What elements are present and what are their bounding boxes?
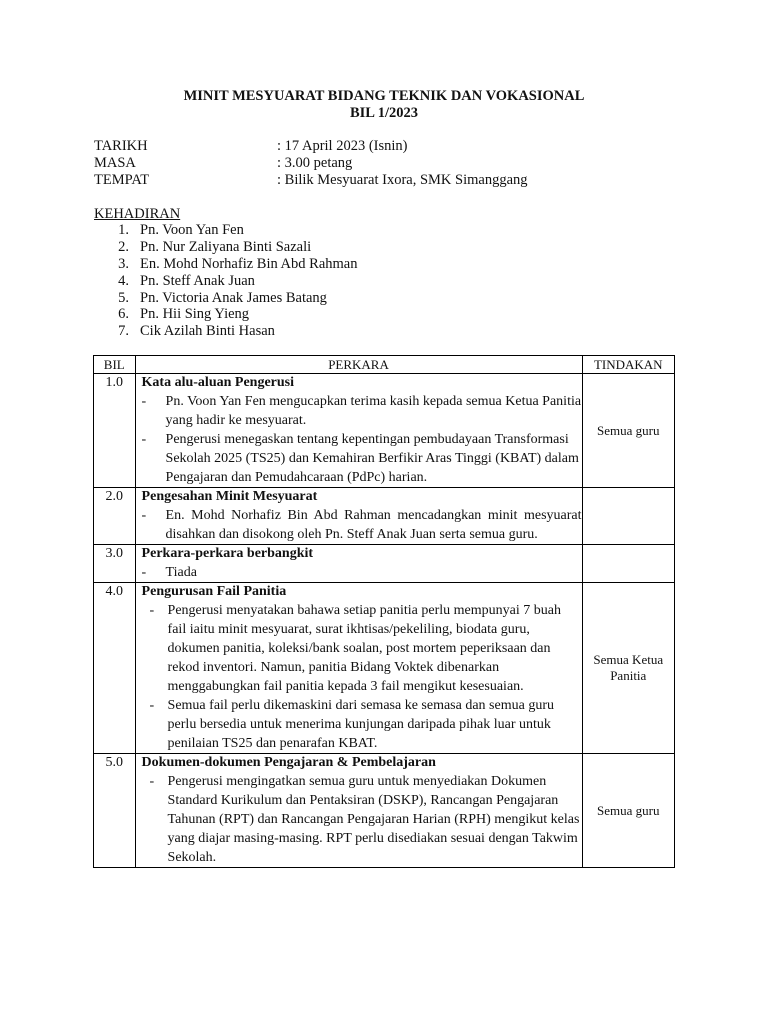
row-bullets bbox=[142, 392, 582, 487]
table-row bbox=[94, 488, 675, 545]
attendance-name: Pn. Hii Sing Yieng bbox=[140, 306, 250, 323]
attendance-number: 6. bbox=[118, 306, 129, 323]
row-tindakan bbox=[582, 545, 674, 583]
bullet-text: Pn. Voon Yan Fen mengucapkan terima kasih kepada semua Ketua Panitia yang hadir ke mesyuarat. bbox=[165, 394, 582, 428]
row-heading: Pengurusan Fail Panitia bbox=[141, 584, 287, 599]
table-row bbox=[94, 754, 675, 868]
bullet-text: Tiada bbox=[165, 565, 197, 580]
list-item: - Semua fail perlu dikemaskini dari semasa ke semasa dan semua guru perlu bersedia untuk menerima kunjungan daripada pihak luar untuk penilaian TS25 dan penarafan KBAT. bbox=[149, 698, 554, 751]
row-bullets bbox=[142, 772, 582, 867]
row-tindakan: Semua Ketua Panitia bbox=[582, 583, 674, 754]
row-bullets bbox=[142, 506, 582, 544]
attendance-name: Pn. Victoria Anak James Batang bbox=[140, 289, 327, 306]
bullet-text: En. Mohd Norhafiz Bin Abd Rahman mencadangkan minit mesyuarat disahkan dan disokong oleh Pn. Steff Anak Juan serta semua guru. bbox=[165, 508, 582, 542]
attendance-name: En. Mohd Norhafiz Bin Abd Rahman bbox=[140, 255, 358, 272]
attendance-name: Pn. Nur Zaliyana Binti Sazali bbox=[140, 238, 312, 255]
table-row bbox=[94, 545, 675, 583]
table-header-row bbox=[94, 356, 675, 374]
bullet-text: Pengerusi mengingatkan semua guru untuk menyediakan Dokumen Standard Kurikulum dan Pentaksiran (DSKP), Rancangan Pengajaran Tahunan (RPT) dan Rancangan Pengajaran Harian (RPH) mengikut kelas yang diajar masing-masing. RPT perlu disediakan sesuai dengan Takwim Sekolah. bbox=[167, 774, 580, 865]
attendance-number: 4. bbox=[118, 272, 129, 289]
list-item: - Pengerusi menegaskan tentang kepentingan pembudayaan Transformasi Sekolah 2025 (TS25) dan Kemahiran Berfikir Aras Tinggi (KBAT) dalam Pengajaran dan Pemudahcaraan (PdPc) harian. bbox=[141, 432, 579, 485]
row-number: 1.0 bbox=[94, 374, 136, 488]
attendance-number: 2. bbox=[118, 238, 129, 255]
bullet-text: Semua fail perlu dikemaskini dari semasa ke semasa dan semua guru perlu bersedia untuk menerima kunjungan daripada pihak luar untuk penilaian TS25 dan penarafan KBAT. bbox=[167, 698, 554, 751]
document-number: BIL 1/2023 bbox=[349, 105, 419, 121]
row-heading: Perkara-perkara berbangkit bbox=[141, 546, 314, 561]
row-perkara bbox=[135, 545, 582, 583]
attendance-number: 1. bbox=[118, 222, 129, 238]
row-tindakan: Semua guru bbox=[582, 374, 674, 488]
meta-value: : 17 April 2023 (Isnin) bbox=[277, 138, 408, 154]
row-perkara bbox=[135, 488, 582, 545]
attendance-number: 7. bbox=[118, 323, 129, 340]
attendance-name: Pn. Steff Anak Juan bbox=[140, 272, 255, 289]
row-number: 3.0 bbox=[94, 545, 136, 583]
meta-label: MASA bbox=[94, 155, 136, 171]
row-bullets bbox=[142, 563, 582, 582]
attendance-number: 3. bbox=[118, 255, 129, 272]
list-item: - Tiada bbox=[141, 565, 197, 580]
header-bil: BIL bbox=[94, 356, 136, 374]
bullet-text: Pengerusi menegaskan tentang kepentingan pembudayaan Transformasi Sekolah 2025 (TS25) dan Kemahiran Berfikir Aras Tinggi (KBAT) dalam Pengajaran dan Pemudahcaraan (PdPc) harian. bbox=[165, 432, 579, 485]
meta-label: TARIKH bbox=[94, 138, 148, 154]
meta-label: TEMPAT bbox=[94, 172, 150, 188]
list-item: - Pengerusi mengingatkan semua guru untuk menyediakan Dokumen Standard Kurikulum dan Pentaksiran (DSKP), Rancangan Pengajaran Tahunan (RPT) dan Rancangan Pengajaran Harian (RPH) mengikut kelas yang diajar masing-masing. RPT perlu disediakan sesuai dengan Takwim Sekolah. bbox=[149, 774, 580, 865]
row-heading: Dokumen-dokumen Pengajaran & Pembelajaran bbox=[141, 755, 436, 770]
list-item: - Pn. Voon Yan Fen mengucapkan terima kasih kepada semua Ketua Panitia yang hadir ke mesyuarat. bbox=[141, 394, 582, 428]
table-row bbox=[94, 374, 675, 488]
attendance-number: 5. bbox=[118, 289, 129, 306]
attendance-name: Pn. Voon Yan Fen bbox=[140, 222, 244, 238]
list-item: - En. Mohd Norhafiz Bin Abd Rahman mencadangkan minit mesyuarat disahkan dan disokong oleh Pn. Steff Anak Juan serta semua guru. bbox=[141, 508, 582, 542]
row-perkara bbox=[135, 583, 582, 754]
row-tindakan: Semua guru bbox=[582, 754, 674, 868]
row-heading: Pengesahan Minit Mesyuarat bbox=[141, 489, 318, 504]
header-tindakan: TINDAKAN bbox=[582, 356, 674, 374]
bullet-text: Pengerusi menyatakan bahawa setiap panitia perlu mempunyai 7 buah fail iaitu minit mesyuarat, surat ikhtisas/pekeliling, biodata guru, dokumen panitia, koleksi/bank soalan, post mortem peperiksaan dan rekod inventori. Namun, panitia Bidang Voktek dibenarkan menggabungkan fail panitia kepada 3 fail mengikut kesesuaian. bbox=[167, 603, 561, 694]
minutes-table bbox=[93, 355, 675, 868]
header-perkara: PERKARA bbox=[135, 356, 582, 374]
meta-value: : 3.00 petang bbox=[277, 155, 353, 171]
row-tindakan bbox=[582, 488, 674, 545]
row-perkara bbox=[135, 374, 582, 488]
meta-value: : Bilik Mesyuarat Ixora, SMK Simanggang bbox=[277, 172, 528, 188]
attendance-name: Cik Azilah Binti Hasan bbox=[140, 323, 275, 340]
table-row bbox=[94, 583, 675, 754]
list-item: - Pengerusi menyatakan bahawa setiap panitia perlu mempunyai 7 buah fail iaitu minit mesyuarat, surat ikhtisas/pekeliling, biodata guru, dokumen panitia, koleksi/bank soalan, post mortem peperiksaan dan rekod inventori. Namun, panitia Bidang Voktek dibenarkan menggabungkan fail panitia kepada 3 fail mengikut kesesuaian. bbox=[149, 603, 561, 694]
row-number: 4.0 bbox=[94, 583, 136, 754]
row-bullets bbox=[142, 601, 582, 753]
attendance-heading: KEHADIRAN bbox=[94, 206, 181, 222]
document-title: MINIT MESYUARAT BIDANG TEKNIK DAN VOKASIONAL bbox=[183, 88, 585, 104]
row-number: 2.0 bbox=[94, 488, 136, 545]
row-number: 5.0 bbox=[94, 754, 136, 868]
row-perkara bbox=[135, 754, 582, 868]
row-heading: Kata alu-aluan Pengerusi bbox=[141, 375, 295, 390]
